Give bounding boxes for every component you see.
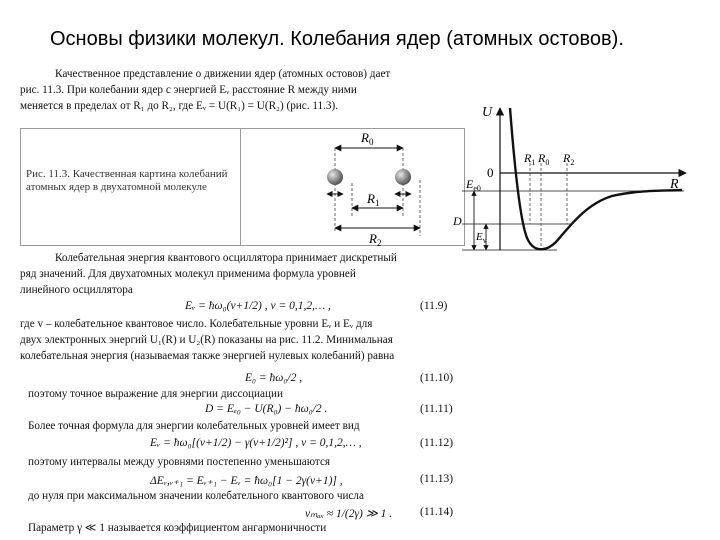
equation-11-11: D = Eₑ₀ − U(R₀) − ħω₀/2 .: [205, 403, 328, 415]
p3: поэтому точное выражение для энергии диссоциации: [28, 388, 283, 400]
equation-11-9: Eᵥ = ħω₀(v+1/2) , v = 0,1,2,… ,: [185, 300, 331, 312]
equation-11-14: vₘₐₓ ≈ 1/(2γ) ≫ 1 .: [305, 508, 393, 520]
equation-11-11-number: (11.11): [420, 403, 453, 415]
p1-line-1: Колебательная энергия квантового осциллятора принимает дискретный: [55, 252, 397, 264]
figure-caption: Рис. 11.3. Качественная картина колебаний атомных ядер в двухатомной молекуле: [26, 168, 228, 193]
intro-line-3: меняется в пределах от R₁ до R₂, где Eᵥ = U(R₁) = U(R₂) (рис. 11.3).: [20, 100, 339, 112]
p6: до нуля при максимальном значении колебательного квантового числа: [28, 490, 364, 502]
intro-line-1: Качественное представление о движении ядер (атомных остовов) дает: [55, 68, 391, 80]
potential-curve-graph: [453, 100, 700, 260]
equation-11-12-number: (11.12): [420, 437, 454, 449]
equation-11-9-number: (11.9): [420, 300, 448, 312]
p1-line-3: линейного осциллятора: [20, 284, 133, 296]
d-label: D: [453, 214, 462, 228]
graph-r2-label: $R_2$: [563, 151, 575, 167]
potential-curve: [510, 108, 682, 249]
equation-11-14-number: (11.14): [420, 506, 454, 518]
p7: Параметр γ ≪ 1 называется коэффициентом ангармоничности: [28, 522, 327, 534]
ev-label: $E_v$: [476, 231, 487, 245]
graph-r0-label: $R_0$: [538, 151, 550, 167]
p1-line-2: ряд значений. Для двухатомных молекул применима формула уровней: [20, 268, 356, 280]
intro-line-2: рис. 11.3. При колебании ядер с энергией Eᵥ расстояние R между ними: [20, 84, 357, 96]
ee0-label: $E_{e0}$: [466, 177, 481, 193]
slide-title: Основы физики молекул. Колебания ядер (атомных остовов).: [50, 28, 624, 50]
p5: поэтому интервалы между уровнями постепенно уменьшаются: [28, 456, 331, 468]
u-axis-label: U: [482, 105, 493, 120]
atom-right: [395, 169, 411, 185]
molecule-diagram: [245, 128, 465, 246]
equation-11-13: ΔEᵥ,ᵥ₊₁ = Eᵥ₊₁ − Eᵥ = ħω₀[1 − 2γ(v+1)] ,: [150, 475, 343, 487]
p2-line-1: где v – колебательное квантовое число. Колебательные уровни Eᵥ и Eᵥ для: [20, 318, 373, 330]
equation-11-13-number: (11.13): [420, 473, 454, 485]
p2-line-3: колебательная энергия (называемая также энергией нулевых колебаний) равна: [20, 350, 395, 362]
equation-11-12: Eᵥ = ħω₀[(v+1/2) − γ(v+1/2)²] , v = 0,1,2,… ,: [150, 437, 362, 449]
origin-label: 0: [487, 165, 494, 180]
r2-label: $R_2$: [369, 231, 382, 248]
p4: Более точная формула для энергии колебательных уровней имеет вид: [28, 420, 360, 432]
p2-line-2: двух электронных энергий U₁(R) и U₂(R) показаны на рис. 11.2. Минимальная: [20, 334, 393, 346]
atom-left: [327, 169, 343, 185]
equation-11-10-number: (11.10): [420, 372, 454, 384]
r-axis-label: R: [670, 177, 679, 192]
graph-r1-label: $R_1$: [524, 151, 536, 167]
r1-label: $R_1$: [367, 191, 380, 208]
r0-label: $R_0$: [361, 130, 374, 147]
equation-11-10: E₀ = ħω₀/2 ,: [245, 372, 303, 384]
